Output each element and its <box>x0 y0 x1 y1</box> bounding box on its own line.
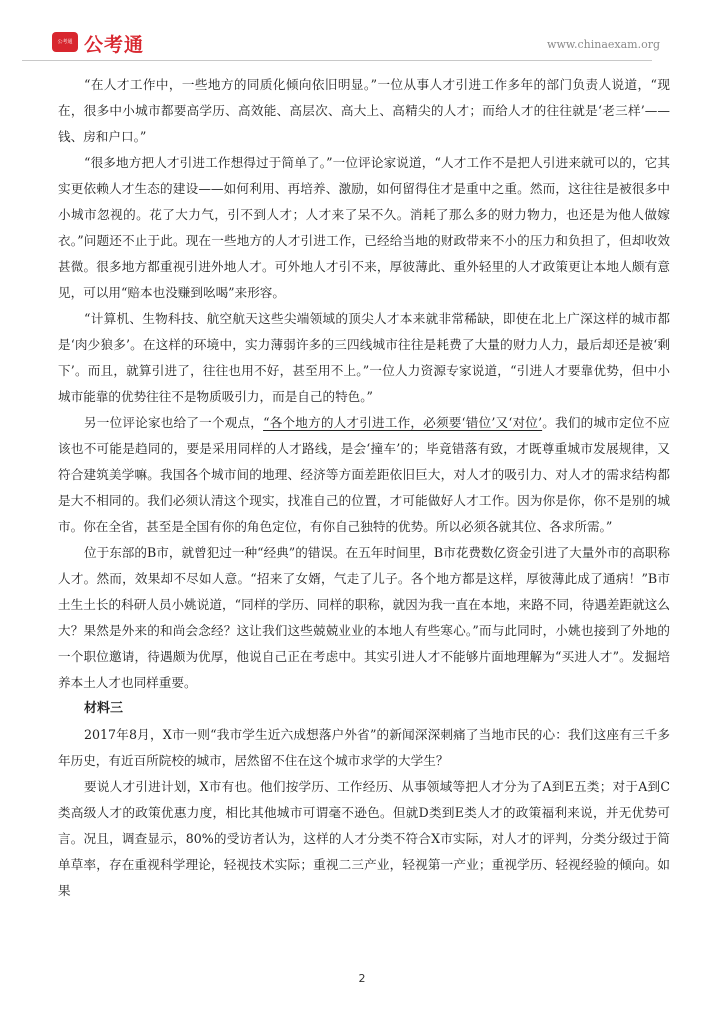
paragraph-1: “在人才工作中，一些地方的同质化倾向依旧明显。”一位从事人才引进工作多年的部门负责人说道，“现在，很多中小城市都要高学历、高效能、高层次、高大上、高精尖的人才；而给人才的往往就是‘老三样’——钱、房和户口。” <box>58 77 670 144</box>
logo-text: 公考通 <box>84 34 145 56</box>
paragraph-5: 位于东部的B市，就曾犯过一种“经典”的错误。在五年时间里，B市花费数亿资金引进了大量外市的高职称人才。然而，效果却不尽如人意。“招来了女婿，气走了儿子。各个地方都是这样，厚彼薄此成了通病！”B市土生土长的科研人员小姚说道，“同样的学历、同样的职称，就因为我一直在本地，来路不同，待遇差距就这么大？果然是外来的和尚会念经？这让我们这些兢兢业业的本地人有些寒心。”而与此同时，小姚也接到了外地的一个职位邀请，待遇颇为优厚，他说自己正在考虑中。其实引进人才不能够片面地理解为“买进人才”。发掘培养本土人才也同样重要。 <box>58 545 670 690</box>
paragraph-4-rest: 。我们的城市定位不应该也不可能是趋同的，要是采用同样的人才路线，是会‘撞车’的；毕竟错落有致，才既尊重城市发展规律，又符合建筑美学嘛。我国各个城市间的地理、经济等方面差距依旧巨大，对人才的吸引力、对人才的需求结构都是大不相同的。我们必须认清这个现实，找准自己的位置，才可能做好人才工作。因为你是你，你不是别的城市。你在全省，甚至是全国有你的角色定位，有你自己独特的优势。所以必须各就其位、各求所需。” <box>58 415 671 534</box>
paragraph-2: “很多地方把人才引进工作想得过于简单了。”一位评论家说道，“人才工作不是把人引进来就可以的，它其实更依赖人才生态的建设——如何利用、再培养、激励，如何留得住才是重中之重。然而，这往往是被很多中小城市忽视的。花了大力气，引不到人才；人才来了呆不久。消耗了那么多的财力物力，也还是为他人做嫁衣。”问题还不止于此。现在一些地方的人才引进工作，已经给当地的财政带来不小的压力和负担了，但却收效甚微。很多地方都重视引进外地人才。可外地人才引不来，厚彼薄此、重外轻里的人才政策更让本地人颇有意见，可以用“赔本也没赚到吆喝”来形容。 <box>58 155 670 300</box>
section-heading: 材料三 <box>84 701 124 716</box>
paragraph-4 <box>58 410 670 540</box>
paragraph-6: 2017年8月，X市一则“我市学生近六成想落户外省”的新闻深深刺痛了当地市民的心：我们这座有三千多年历史，有近百所院校的城市，居然留不住在这个城市求学的大学生？ <box>58 727 670 768</box>
paragraph-4-lead: 另一位评论家也给了一个观点， <box>84 415 264 430</box>
paragraph-3: “计算机、生物科技、航空航天这些尖端领域的顶尖人才本来就非常稀缺，即使在北上广深这样的城市都是‘肉少狼多’。在这样的环境中，实力薄弱许多的三四线城市往往是耗费了大量的财力人力，最后却还是被‘剩下’。而且，就算引进了，往往也用不好，甚至用不上。”一位人力资源专家说道，“引进人才要靠优势，但中小城市能靠的优势往往不是物质吸引力，而是自己的特色。” <box>58 311 670 404</box>
page-number: 2 <box>358 972 366 985</box>
header-divider <box>22 60 652 61</box>
document-body <box>58 72 670 904</box>
logo-badge-icon: 公考通 <box>52 32 78 52</box>
page-header <box>30 30 670 60</box>
site-url: www.chinaexam.org <box>547 38 660 51</box>
paragraph-7: 要说人才引进计划，X市有也。他们按学历、工作经历、从事领域等把人才分为了A到E五类；对于A到C类高级人才的政策优惠力度，相比其他城市可谓毫不逊色。但就D类到E类人才的政策福利来说，并无优势可言。况且，调查显示，80%的受访者认为，这样的人才分类不符合X市实际，对人才的评判，分类分级过于简单草率，存在重视科学理论，轻视技术实际；重视二三产业，轻视第一产业；重视学历、轻视经验的倾向。如果 <box>58 779 670 898</box>
underlined-quote: “各个地方的人才引进工作，必须要‘错位’又‘对位’ <box>263 415 543 430</box>
